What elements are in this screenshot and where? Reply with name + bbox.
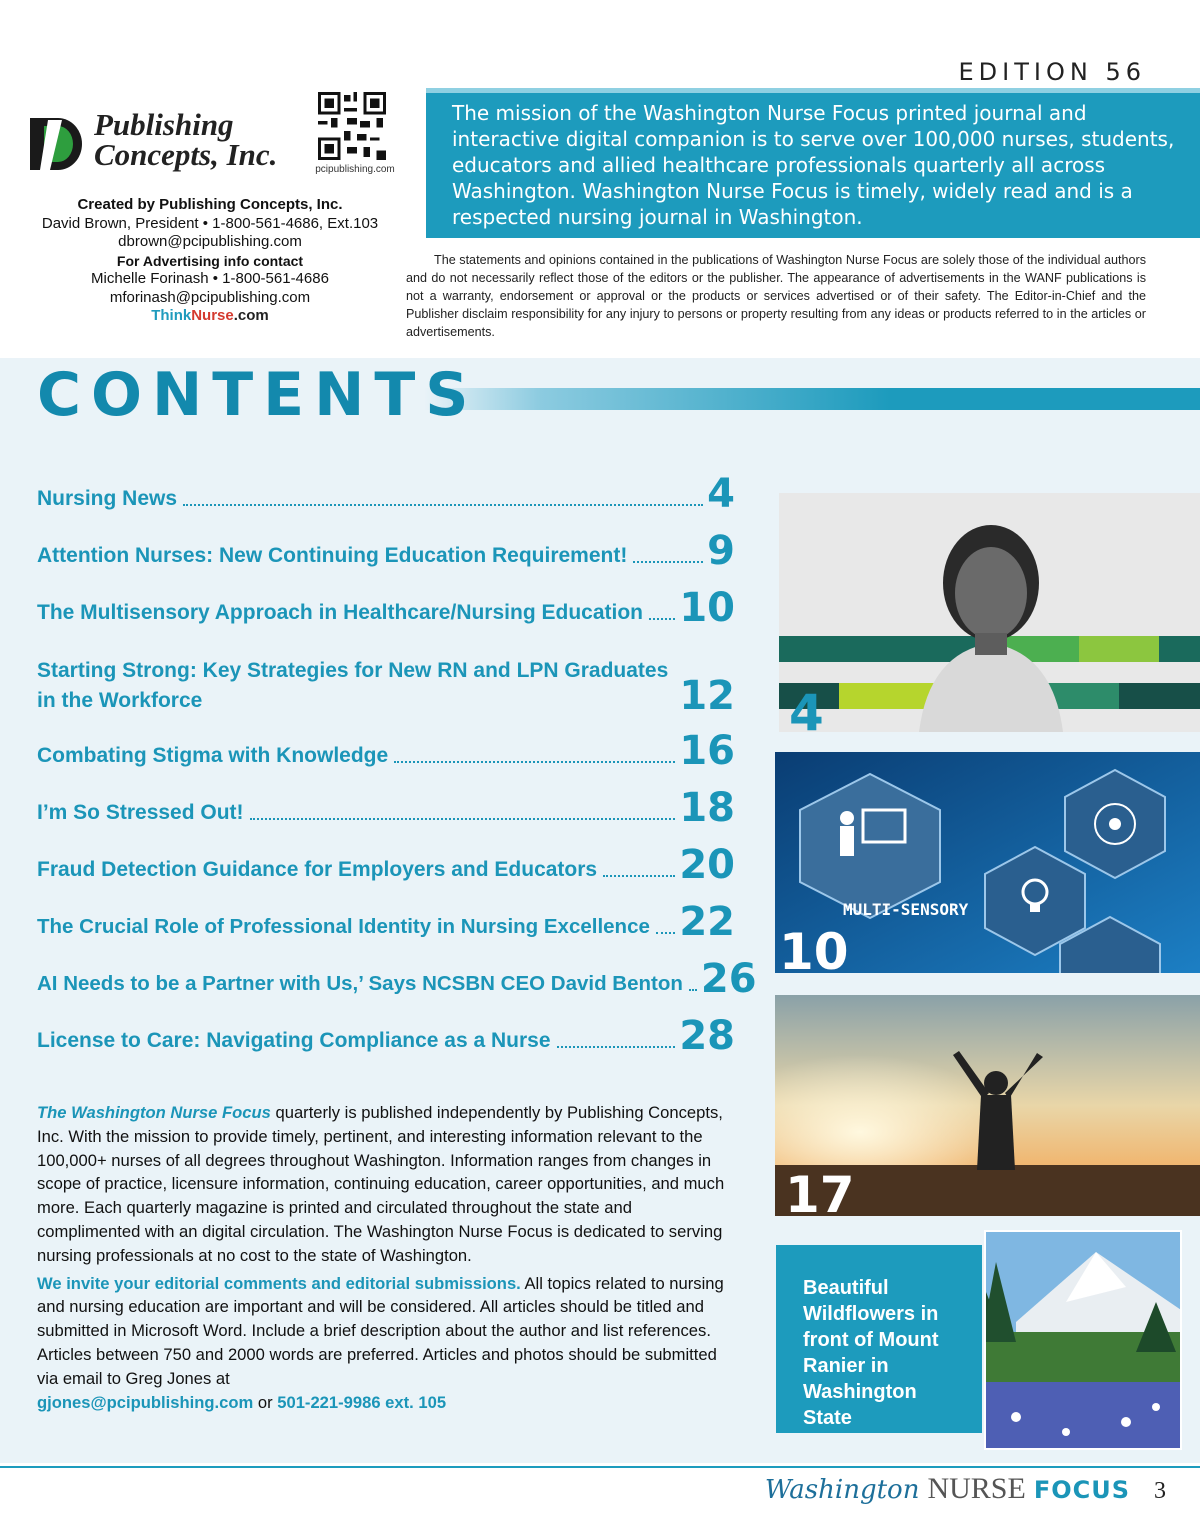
qr-code-icon [318, 92, 386, 160]
feature-caption: Beautiful Wildflowers in front of Mount Ranier in Washington State [776, 1245, 982, 1433]
image-page-number: 4 [789, 684, 824, 732]
about-publication: The Washington Nurse Focus quarterly is published independently by Publishing Concepts, Inc. With the mission to provide timely, pertinent, and interesting information relevant to the 100,000+ nurses of all degrees throughout Washington. Information ranges from changes in scope of practice, licensure information, continuing education, career opportunities, and much more. Each quarterly magazine is printed and circulated throughout the state and complimented with an digital circulation. The Washington Nurse Focus is dedicated to serving nursing professionals at no cost to the state of Washington. We invite your editorial comments and editorial submissions. All topics related to nursing and nursing education are important and will be considered. All articles should be titled and submitted in Microsoft Word. Include a brief description about the author and list references. Articles between 750 and 2000 words are preferred. Articles and photos should be submitted via email to Greg Jones at gjones@pcipublishing.com or 501-221-9986 ext. 105 [37, 1103, 725, 1412]
publisher-info [20, 196, 400, 326]
publisher-logo-text: Publishing Concepts, Inc. [94, 107, 278, 172]
president-email[interactable]: dbrown@pcipublishing.com [118, 233, 302, 250]
toc-item[interactable]: The Multisensory Approach in Healthcare/Nursing Education 10 [37, 585, 735, 631]
created-by: Created by Publishing Concepts, Inc. [77, 196, 343, 213]
nurse-portrait-image [779, 493, 1200, 732]
image-page-number: 10 [779, 923, 849, 973]
title-accent-bar [424, 388, 1200, 410]
toc-item[interactable]: AI Needs to be a Partner with Us,’ Says NCSBN CEO David Benton 26 [37, 956, 757, 1002]
advertising-contact: Michelle Forinash • 1-800-561-4686 [91, 270, 329, 287]
footer-focus: FOCUS [1033, 1476, 1130, 1504]
submission-email[interactable]: gjones@pcipublishing.com [37, 1392, 254, 1412]
multisensory-image [775, 752, 1200, 973]
publisher-logo [24, 107, 304, 180]
toc-item[interactable]: Nursing News 4 [37, 471, 735, 517]
president-contact: David Brown, President • 1-800-561-4686, Ext.103 [41, 214, 379, 232]
footer [765, 1472, 1166, 1506]
footer-washington: Washington [764, 1475, 920, 1505]
toc-item[interactable]: Attention Nurses: New Continuing Education Requirement! 9 [37, 528, 735, 574]
qr-caption: pcipublishing.com [315, 164, 395, 175]
toc-item[interactable]: Fraud Detection Guidance for Employers and Educators 20 [37, 842, 735, 888]
sunset-silhouette-image [775, 995, 1200, 1216]
submission-invite: We invite your editorial comments and editorial submissions. [37, 1273, 521, 1293]
disclaimer: The statements and opinions contained in the publications of Washington Nurse Focus are solely those of the individual authors and do not necessarily reflect those of the editors or the publisher. The appearance of advertisements in the WANF publications is not a warranty, endorsement or approval or the products or services advertised or of their safety. The Editor-in-Chief and the Publisher disclaim responsibility for any injury to persons or property resulting from any ideas or products referred to in the articles or advertisements. [406, 253, 1146, 339]
submission-phone[interactable]: 501-221-9986 ext. 105 [277, 1392, 447, 1412]
footer-nurse: NURSE [927, 1472, 1026, 1505]
thinknurse-link[interactable]: ThinkNurse.com [151, 307, 269, 324]
page-number: 3 [1154, 1478, 1166, 1504]
edition-label: EDITION 56 [958, 58, 1146, 86]
toc-item[interactable]: Combating Stigma with Knowledge 16 [37, 728, 735, 774]
toc-item[interactable]: Starting Strong: Key Strategies for New RN and LPN Graduates in the Workforce 12 [37, 659, 735, 719]
publisher-logo-icon [24, 112, 88, 176]
multisensory-label: MULTI-SENSORY [843, 900, 969, 919]
advertising-email[interactable]: mforinash@pcipublishing.com [109, 288, 311, 306]
toc-item[interactable]: The Crucial Role of Professional Identity in Nursing Excellence 22 [37, 899, 735, 945]
advertising-heading: For Advertising info contact [116, 252, 304, 269]
contents-title: CONTENTS [37, 360, 479, 430]
mountain-wildflower-image [984, 1230, 1182, 1450]
journal-name: The Washington Nurse Focus [37, 1103, 271, 1122]
mission-statement: The mission of the Washington Nurse Focus printed journal and interactive digital companion is to serve over 100,000 nurses, students, educators and allied healthcare professionals quarterly all across Washington. Washington Nurse Focus is timely, widely read and is a respected nursing journal in Washington. [426, 88, 1200, 238]
toc-item[interactable]: I’m So Stressed Out! 18 [37, 785, 735, 831]
toc-item[interactable]: License to Care: Navigating Compliance as a Nurse 28 [37, 1013, 735, 1059]
footer-divider [0, 1466, 1200, 1468]
image-page-number: 17 [785, 1166, 855, 1216]
